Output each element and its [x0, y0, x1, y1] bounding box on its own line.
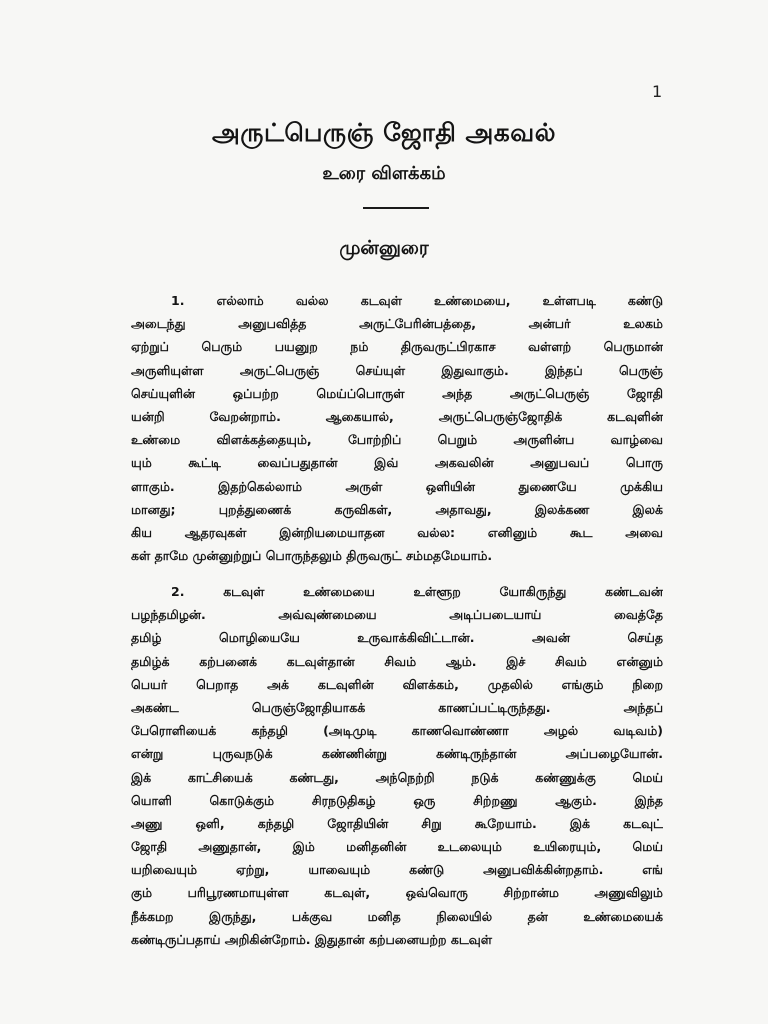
paragraph-line: உண்மை விளக்கத்தையும், போற்றிப் பெறும் அருளின்ப வாழ்வை: [131, 432, 663, 448]
page-subtitle: உரை விளக்கம்: [322, 163, 446, 184]
paragraph-line: அகண்ட பெருஞ்ஜோதியாகக் காணப்பட்டிருந்தது. அந்தப்: [131, 699, 663, 715]
title-divider: [363, 207, 429, 209]
paragraph-line: கிய ஆதரவுகள் இன்றியமையாதன வல்ல: எனினும் கூட அவை: [131, 524, 663, 540]
paragraph-line: பெயர் பெறாத அக் கடவுளின் விளக்கம், முதலில் எங்கும் நிறை: [131, 676, 663, 692]
paragraph-line: அருளியுள்ள அருட்பெருஞ் செய்யுள் இதுவாகும். இந்தப் பெருஞ்: [131, 362, 663, 378]
paragraph-line: யறிவையும் ஏற்று, யாவையும் கண்டு அனுபவிக்கின்றதாம். எங்: [131, 862, 663, 878]
page-title: அருட்பெருஞ் ஜோதி அகவல்: [212, 118, 556, 147]
paragraph-line: பழந்தமிழன். அவ்வுண்மையை அடிப்படையாய் வைத்தே: [131, 607, 663, 623]
paragraph-line: யன்றி வேறன்றாம். ஆகையால், அருட்பெருஞ்ஜோதிக் கடவுளின்: [131, 408, 663, 424]
paragraph-2: [131, 580, 663, 951]
paragraph-line: கும் பரிபூரணமாயுள்ள கடவுள், ஒவ்வொரு சிற்றான்ம அணுவிலும்: [131, 885, 663, 901]
paragraph-line: பேரொளியைக் கந்தழி (அடிமுடி காணவொண்ணா அழல் வடிவம்): [131, 723, 663, 739]
paragraph-line: ஏற்றுப் பெரும் பயனுற நம் திருவருட்பிரகாச வள்ளற் பெருமான்: [131, 339, 663, 355]
paragraph-line: அடைந்து அனுபவித்த அருட்பேரின்பத்தை, அன்பர் உலகம்: [131, 316, 663, 332]
paragraph-line: 1. எல்லாம் வல்ல கடவுள் உண்மையை, உள்ளபடி கண்டு: [171, 293, 663, 308]
paragraph-line: யொளி கொடுக்கும் சிரநடுதிகழ் ஒரு சிற்றணு ஆகும். இந்த: [131, 792, 663, 808]
paragraph-line: தமிழ்க் கற்பனைக் கடவுள்தான் சிவம் ஆம். இச் சிவம் என்னும்: [131, 653, 663, 669]
paragraph-line: தமிழ் மொழியையே உருவாக்கிவிட்டான். அவன் செய்த: [131, 630, 663, 646]
paragraph-line: இக் காட்சியைக் கண்டது, அந்நெற்றி நடுக் கண்ணுக்கு மெய்: [131, 769, 663, 785]
paragraph-line: கண்டிருப்பதாய் அறிகின்றோம். இதுதான் கற்பனையற்ற கடவுள்: [131, 931, 493, 947]
section-heading: முன்னுரை: [339, 237, 429, 259]
paragraph-line: என்று புருவநடுக் கண்ணின்று கண்டிருந்தான் அப்பழையோன்.: [131, 746, 663, 762]
paragraph-line: யும் கூட்டி வைப்பதுதான் இவ் அகவலின் அனுபவப் பொரு: [131, 455, 663, 471]
paragraph-line: ஜோதி அணுதான், இம் மனிதனின் உடலையும் உயிரையும், மெய்: [131, 839, 663, 855]
paragraph-line: 2. கடவுள் உண்மையை உள்ளூற யோகிருந்து கண்டவன்: [171, 584, 663, 599]
paragraph-line: அணு ஒளி, கந்தழி ஜோதியின் சிறு கூறேயாம். இக் கடவுட்: [131, 815, 663, 831]
paragraph-line: கள் தாமே முன்னுற்றுப் பொருந்தலும் திருவருட் சம்மதமேயாம்.: [131, 548, 493, 564]
paragraph-line: நீக்கமற இருந்து, பக்குவ மனித நிலையில் தன் உண்மையைக்: [131, 908, 663, 924]
page-number: 1: [652, 82, 663, 101]
paragraph-line: செய்யுளின் ஒப்பற்ற மெய்ப்பொருள் அந்த அருட்பெருஞ் ஜோதி: [131, 385, 663, 401]
paragraph-line: ளாகும். இதற்கெல்லாம் அருள் ஒளியின் துணையே முக்கிய: [131, 478, 663, 494]
paragraph-1: [131, 289, 663, 567]
paragraph-line: மானது; புறத்துணைக் கருவிகள், அதாவது, இலக்கண இலக்: [131, 501, 663, 517]
